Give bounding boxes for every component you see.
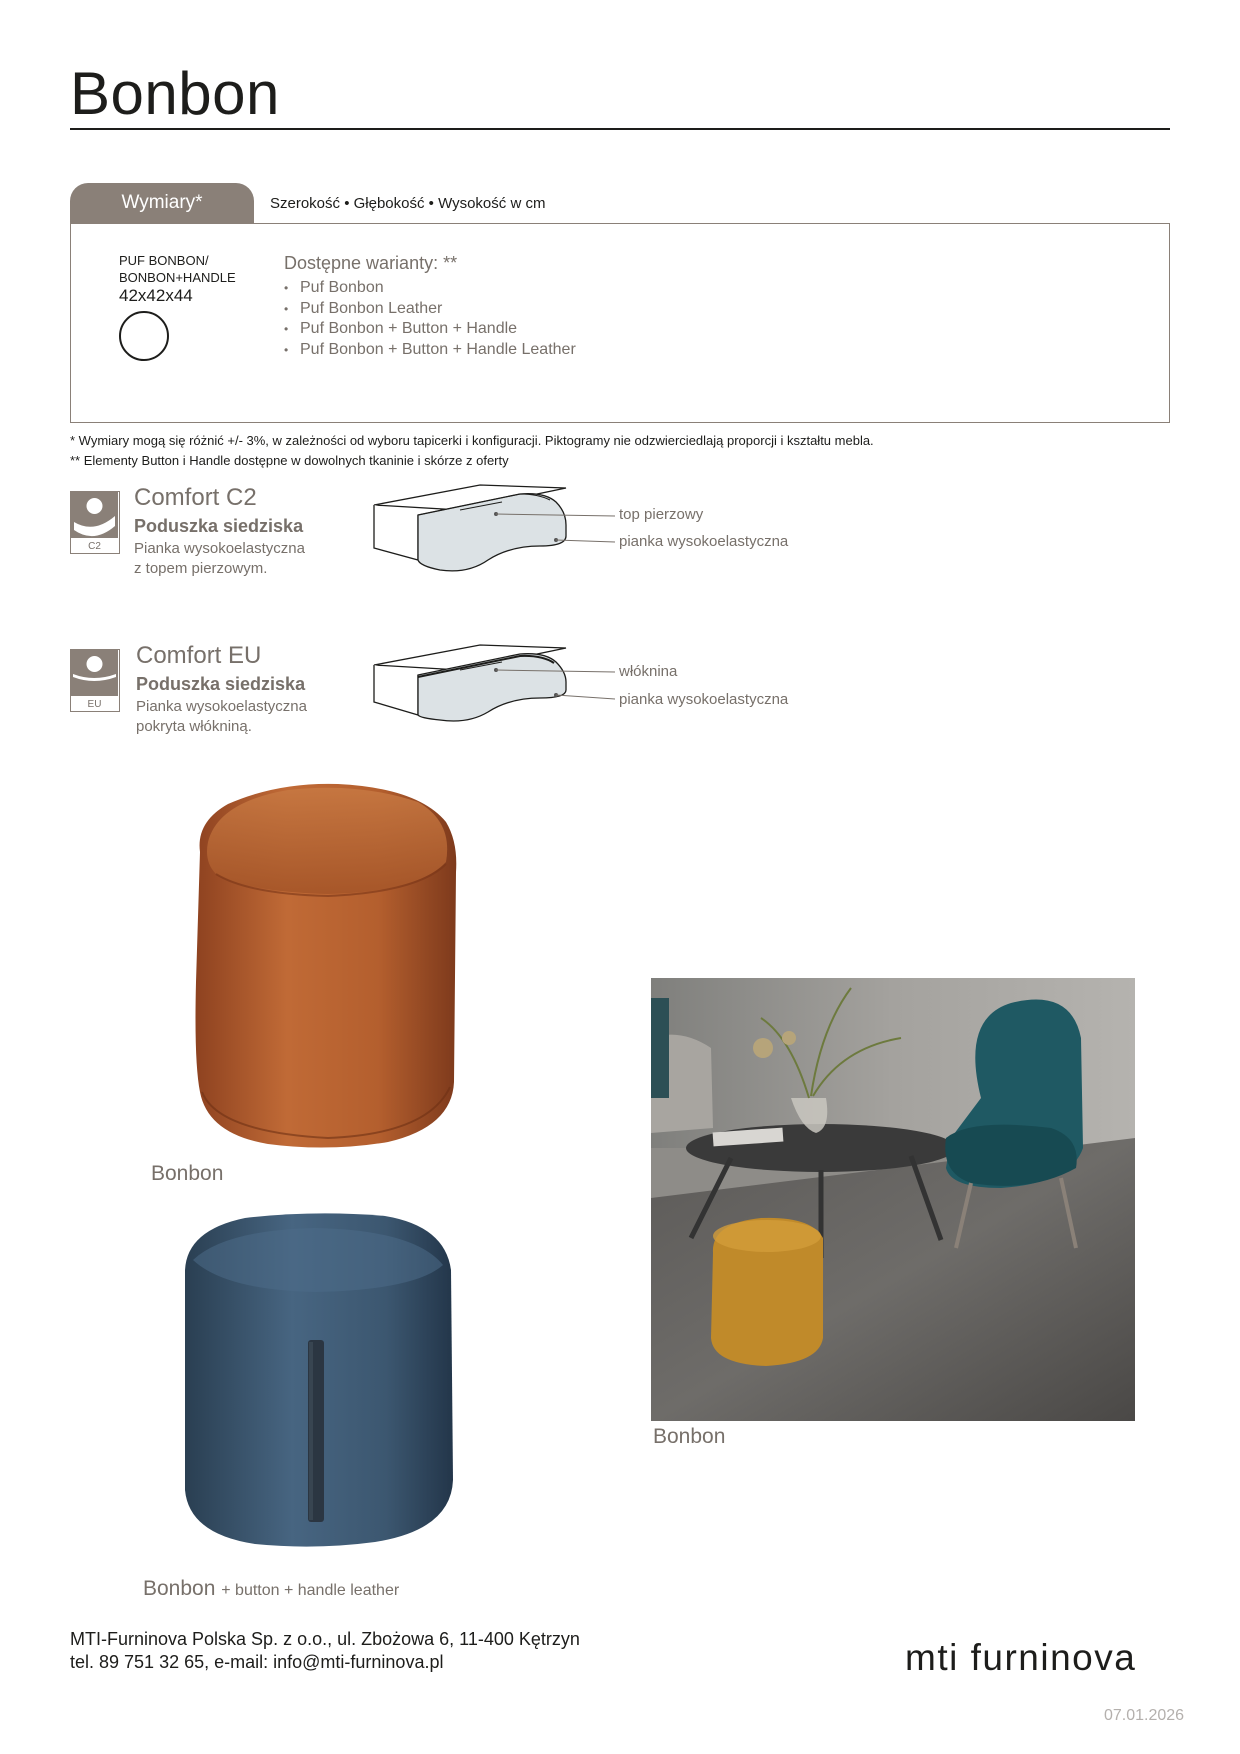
model-name-line1: PUF BONBON/ xyxy=(119,253,209,268)
comfort-eu-desc-line1: Pianka wysokoelastyczna xyxy=(136,698,307,715)
dimensions-tab: Wymiary* xyxy=(70,183,254,223)
comfort-c2-desc-line1: Pianka wysokoelastyczna xyxy=(134,540,305,557)
comfort-c2-title: Comfort C2 xyxy=(134,484,257,511)
blue-pouf-caption-extra: + button + handle leather xyxy=(221,1582,400,1599)
comfort-code: C2 xyxy=(88,541,101,552)
comfort-c2-desc-line2: z topem pierzowym. xyxy=(134,560,268,577)
comfort-eu-desc-line2: pokryta włókniną. xyxy=(136,718,252,735)
orange-pouf-photo xyxy=(188,782,463,1152)
c2-label-top: top pierzowy xyxy=(619,506,704,523)
comfort-c2-subtitle: Poduszka siedziska xyxy=(134,516,304,536)
round-pouf-shape-icon xyxy=(119,311,169,361)
comfort-eu-title: Comfort EU xyxy=(136,642,262,669)
footnote-elements: ** Elementy Button i Handle dostępne w dowolnych tkaninie i skórze z oferty xyxy=(70,453,509,468)
comfort-eu-icon xyxy=(70,649,120,712)
cushion-eu-diagram xyxy=(370,640,630,735)
comfort-eu-subtitle: Poduszka siedziska xyxy=(136,674,306,694)
seat-pictogram-icon xyxy=(71,492,118,552)
eu-label-top: włóknina xyxy=(619,663,678,680)
page-title: Bonbon xyxy=(70,60,280,127)
variant-item: • Puf Bonbon xyxy=(284,278,576,299)
brand-logo: mti furninova xyxy=(905,1637,1137,1678)
room-scene-photo xyxy=(651,978,1135,1421)
variants-list xyxy=(284,278,576,360)
model-name-line2: BONBON+HANDLE xyxy=(119,270,236,285)
model-name xyxy=(119,252,236,286)
variant-item: • Puf Bonbon + Button + Handle Leather xyxy=(284,340,576,361)
orange-pouf-caption: Bonbon xyxy=(151,1162,224,1185)
room-scene-caption: Bonbon xyxy=(653,1425,726,1448)
c2-label-bottom: pianka wysokoelastyczna xyxy=(619,533,789,550)
eu-label-bottom: pianka wysokoelastyczna xyxy=(619,691,789,708)
blue-pouf-photo xyxy=(175,1210,460,1550)
comfort-c2-icon xyxy=(70,491,120,554)
comfort-code: EU xyxy=(87,699,102,710)
blue-pouf-caption-main: Bonbon xyxy=(143,1577,216,1600)
dimensions-units-label: Szerokość • Głębokość • Wysokość w cm xyxy=(270,195,546,212)
variant-item: • Puf Bonbon Leather xyxy=(284,299,576,320)
footnote-dimensions: * Wymiary mogą się różnić +/- 3%, w zależności od wyboru tapicerki i konfiguracji. Piktogramy nie odzwierciedlają proporcji i kształtu mebla. xyxy=(70,433,874,448)
model-size: 42x42x44 xyxy=(119,286,193,305)
document-date: 07.01.2026 xyxy=(1104,1707,1185,1724)
company-contact: tel. 89 751 32 65, e-mail: info@mti-furninova.pl xyxy=(70,1652,444,1672)
variant-item: • Puf Bonbon + Button + Handle xyxy=(284,319,576,340)
variants-title: Dostępne warianty: ** xyxy=(284,253,458,273)
title-divider xyxy=(70,128,1170,130)
cushion-c2-diagram xyxy=(370,480,630,580)
seat-pictogram-icon xyxy=(71,650,118,710)
blue-pouf-caption xyxy=(143,1576,399,1604)
company-address: MTI-Furninova Polska Sp. z o.o., ul. Zbożowa 6, 11-400 Kętrzyn xyxy=(70,1629,580,1649)
